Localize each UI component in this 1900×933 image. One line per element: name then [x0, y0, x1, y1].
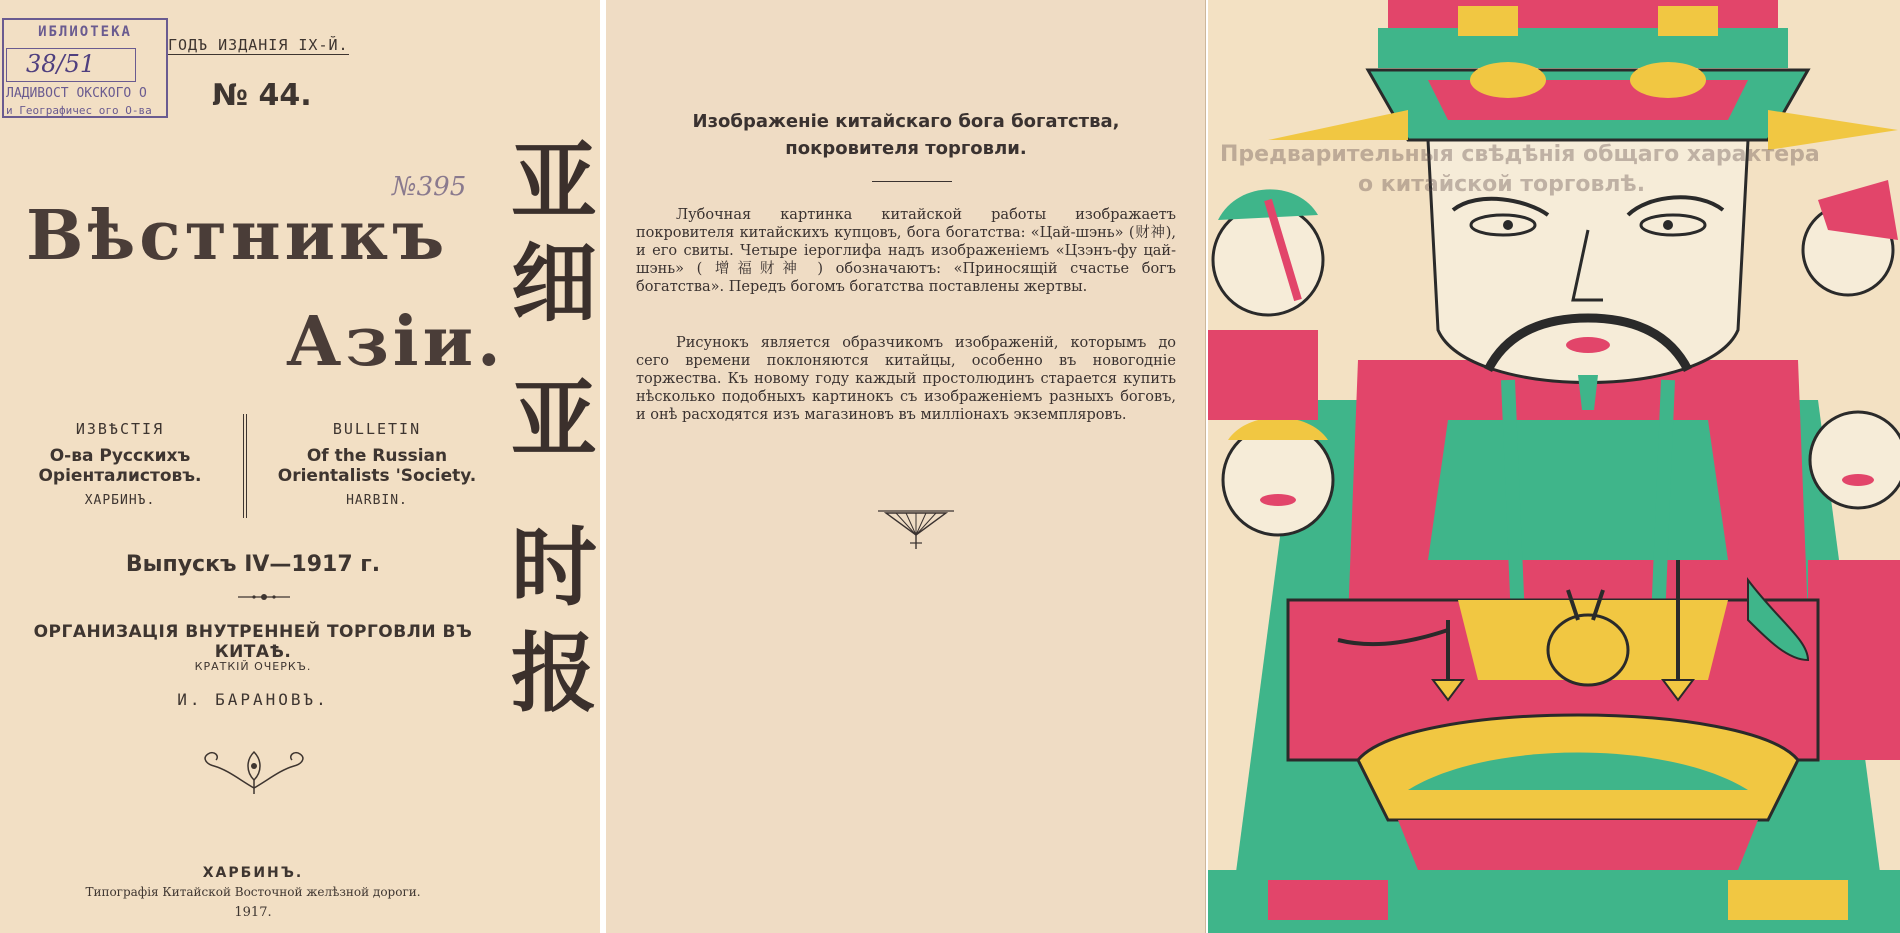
stamp-title: ИБЛИОТЕКА: [38, 24, 132, 40]
bulletin-label-ru: ИЗВѢСТІЯ: [75, 420, 165, 438]
printer-name: Типографія Китайской Восточной желѣзной дороги.: [85, 885, 421, 899]
stamp-shelf-mark: 38/51: [26, 50, 96, 78]
chinese-title-char-4: 时: [511, 517, 597, 618]
stamp-line-2: и Географичес ого О-ва: [6, 104, 152, 117]
plate-title: Изображеніе китайскаго бога богатства, покровителя торговли.: [692, 111, 1120, 159]
description-page: [606, 0, 1206, 933]
cover-page: [0, 0, 600, 933]
library-stamp: [2, 18, 168, 118]
floral-ornament: [200, 740, 308, 796]
journal-title-line-1: Вѣстникъ: [26, 196, 449, 276]
show-through-heading-2: о китайской торговлѣ.: [1358, 172, 1646, 197]
journal-title-line-2: Азіи.: [286, 302, 505, 382]
city-ru: ХАРБИНЪ.: [84, 493, 156, 508]
chinese-title-char-3: 亚: [511, 369, 597, 470]
bulletin-label-en: BULLETIN: [332, 420, 422, 438]
publisher-en: Of the Russian Orientalists 'Society.: [277, 446, 477, 486]
show-through-heading-1: Предварительныя свѣдѣнія общаго характера: [1220, 142, 1820, 167]
year-of-publication: ГОДЪ ИЗДАНІЯ IX-Й.: [168, 36, 349, 54]
handwritten-number: №395: [392, 172, 467, 202]
publisher-ru: О-ва Русскихъ Оріенталистовъ.: [38, 446, 202, 486]
column-divider: [243, 414, 247, 518]
article-title: ОРГАНИЗАЦІЯ ВНУТРЕННЕЙ ТОРГОВЛИ ВЪ КИТАѢ.: [33, 622, 473, 662]
volume-line: Выпускъ IV—1917 г.: [125, 552, 381, 577]
article-subtitle: КРАТКІЙ ОЧЕРКЪ.: [194, 660, 312, 673]
imprint-year: 1917.: [234, 905, 272, 920]
stamp-line-1: ЛАДИВОСТ ОКСКОГО О: [6, 86, 147, 101]
fan-ornament: [876, 505, 956, 551]
author-name: И. БАРАНОВЪ.: [177, 690, 329, 709]
colour-plate-page: [1208, 0, 1900, 933]
chinese-title-char-1: 亚: [511, 131, 597, 232]
title-rule: [872, 181, 952, 182]
description-paragraph-2: Рисунокъ является образчикомъ изображеній, которымъ до сего времени поклоняются китайцы, особенно въ новогодніе торжества. Къ новому году каждый простолюдинъ старается купить нѣсколько подобныхъ картинокъ съ изображеніемъ разныхъ боговъ, и онѣ расходятся изъ магазиновъ въ милліонахъ экземпляровъ.: [636, 335, 1176, 423]
description-paragraph-1: Лубочная картинка китайской работы изображаетъ покровителя китайскихъ купцовъ, бога богатства: «Цай-шэнь» (财神), и его свиты. Четыре іероглифа надъ изображеніемъ «Цзэнъ-фу цай-шэнь» ( 增福财神 ) обозначаютъ: «Приносящій счастье богъ богатства». Передъ богомъ богатства поставлены жертвы.: [636, 207, 1176, 295]
imprint-city: ХАРБИНЪ.: [202, 865, 304, 881]
city-en: HARBIN.: [346, 493, 408, 508]
god-of-wealth-print: [1208, 0, 1900, 933]
chinese-title-char-2: 细: [511, 233, 597, 334]
small-ornament: [236, 592, 292, 602]
issue-number: № 44.: [212, 78, 312, 113]
chinese-title-char-5: 报: [511, 623, 597, 724]
